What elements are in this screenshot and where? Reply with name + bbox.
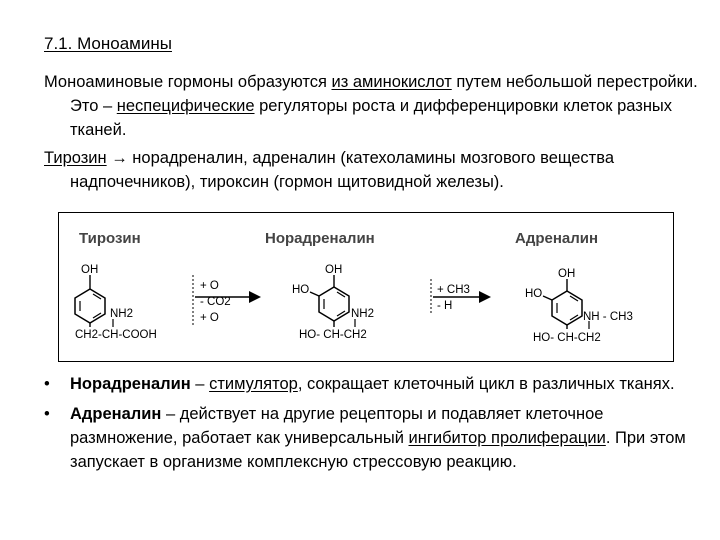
- list-item: [44, 372, 694, 396]
- intro-text-2: путем небольшой перестройки. Это –: [70, 73, 698, 115]
- adrenaline-label: Адреналин: [515, 230, 599, 247]
- tyrosine-label: Тирозин: [79, 230, 141, 247]
- term-amino-acids: из аминокислот: [331, 73, 452, 91]
- noradrenaline-ho: HO: [292, 284, 310, 296]
- term-tyrosine: Тирозин: [44, 149, 107, 167]
- step1-line1: + O: [200, 280, 219, 292]
- step1-reaction: [193, 275, 261, 325]
- tyrosine-oh: OH: [81, 264, 99, 276]
- noradrenaline-structure: [292, 264, 374, 341]
- tyrosine-chain: CH2-CH-COOH: [75, 329, 157, 341]
- intro-text-1: Моноаминовые гормоны образуются: [44, 73, 332, 91]
- synthesis-scheme: [58, 212, 674, 362]
- step1-line2: - CO2: [200, 296, 231, 308]
- step1-line3: + O: [200, 312, 219, 324]
- noradrenaline-nh2: NH2: [351, 308, 375, 320]
- tyrosine-paragraph: [44, 146, 720, 194]
- bullet-text: . При этом запускает в организме комплексную стрессовую реакцию.: [70, 429, 686, 471]
- arrow-right-icon: [249, 291, 261, 303]
- adrenaline-ho: HO: [525, 288, 543, 300]
- tyrosine-structure: [75, 264, 157, 341]
- page-title: 7.1. Моноамины: [44, 34, 172, 53]
- bullet-text: – действует на другие рецепторы и подавляет клеточное размножение, работает как универсальный: [70, 405, 604, 447]
- term-proliferation-inhibitor: ингибитор пролиферации: [408, 429, 606, 447]
- adrenaline-oh: OH: [558, 268, 576, 280]
- arrow-right-icon: [479, 291, 491, 303]
- adrenaline-nh: NH - CH3: [583, 311, 633, 323]
- list-item: [44, 402, 694, 474]
- bullet-dot: •: [44, 405, 50, 423]
- noradrenaline-chain: HO- CH-CH2: [299, 329, 367, 341]
- scheme-svg: [59, 213, 675, 363]
- bullet-dot: •: [44, 375, 50, 393]
- adrenaline-chain: HO- CH-CH2: [533, 332, 601, 344]
- intro-text-3: регуляторы роста и дифференцировки клеток разных тканей.: [70, 97, 673, 139]
- intro-paragraph: [44, 70, 720, 142]
- term-stimulator: стимулятор: [209, 375, 298, 393]
- noradrenaline-label: Норадреналин: [265, 230, 375, 247]
- bullet-list: [44, 372, 694, 480]
- tyrosine-text: → норадреналин, адреналин (катехоламины мозгового вещества надпочечников), тироксин (гормон щитовидной железы).: [70, 149, 614, 191]
- noradrenaline-oh: OH: [325, 264, 343, 276]
- bullet-text: , сокращает клеточный цикл в различных тканях.: [297, 375, 675, 393]
- term-nonspecific: неспецифические: [116, 97, 255, 115]
- tyrosine-nh2: NH2: [110, 308, 134, 320]
- step2-line1: + CH3: [437, 284, 470, 296]
- step2-reaction: [431, 279, 491, 315]
- bullet-term: Норадреналин: [70, 375, 191, 393]
- step2-line2: - H: [437, 300, 453, 312]
- adrenaline-structure: [525, 268, 633, 344]
- bullet-term: Адреналин: [70, 405, 162, 423]
- bullet-text: –: [190, 375, 210, 393]
